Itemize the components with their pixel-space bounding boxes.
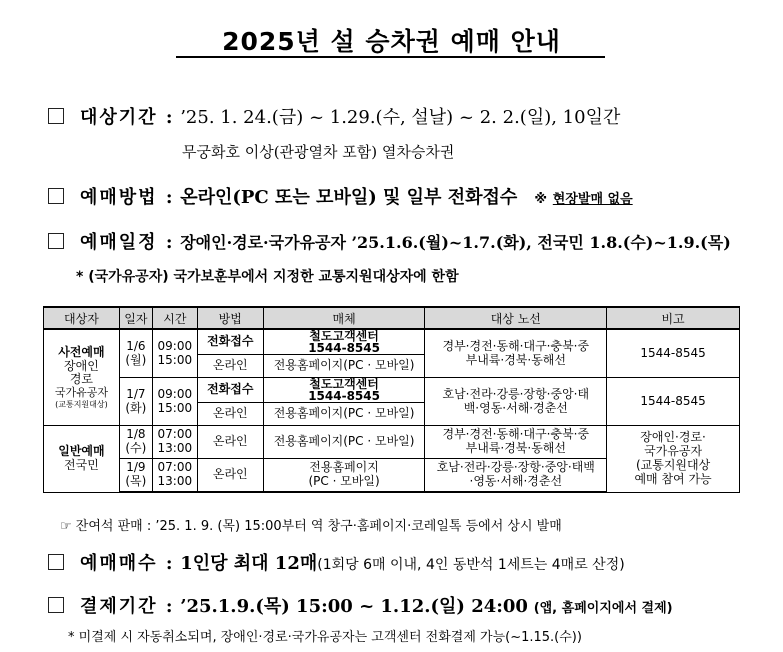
header-media: 매체	[263, 307, 425, 329]
period-label: 대상기간 :	[80, 107, 175, 128]
method-cell: 온라인	[197, 459, 263, 493]
media-text: 1544-8545	[308, 389, 380, 403]
media-text: 전용홈페이지	[309, 460, 379, 475]
date-cell	[119, 378, 152, 426]
time-cell	[152, 459, 197, 493]
period-sub: 무궁화호 이상(관광열차 포함) 열차승차권	[182, 143, 455, 161]
header-method: 방법	[197, 307, 263, 329]
payment-label: 결제기간 :	[80, 596, 175, 617]
route-text: ·영동·서해·경춘선	[469, 474, 563, 488]
count-label: 예매매수 :	[80, 553, 175, 574]
time-text: 15:00	[157, 352, 193, 367]
payment-row	[48, 592, 673, 618]
time-text: 09:00	[157, 386, 193, 401]
period-row	[48, 103, 620, 129]
media-cell	[263, 329, 425, 355]
media-cell	[263, 459, 425, 493]
count-row	[48, 549, 625, 575]
table-row	[44, 426, 740, 459]
date-text: 1/8	[126, 427, 146, 442]
date-text: 1/6	[126, 338, 146, 353]
day-text: (화)	[125, 400, 147, 415]
media-text: (PC · 모바일)	[308, 474, 380, 488]
payment-value: ’25.1.9.(목) 15:00 ~ 1.12.(일) 24:00	[180, 596, 528, 617]
common-note-line: 예매 참여 가능	[634, 471, 712, 486]
time-text: 15:00	[157, 400, 193, 415]
method-label: 예매방법 :	[80, 187, 175, 208]
header-note: 비고	[607, 307, 740, 329]
payment-detail: (앱, 홈페이지에서 결제)	[533, 601, 673, 616]
common-note-line: 장애인·경로·	[640, 430, 706, 445]
schedule-value: 장애인·경로·국가유공자 ’25.1.6.(월)~1.7.(화), 전국민 1.8.(수)~1.9.(목)	[180, 233, 731, 252]
note-cell: 1544-8545	[607, 378, 740, 426]
media-text: 1544-8545	[308, 341, 380, 355]
method-cell: 온라인	[197, 403, 263, 426]
date-text: 1/7	[126, 386, 146, 401]
count-detail: (1회당 6매 이내, 4인 동반석 1세트는 4매로 산정)	[317, 557, 625, 573]
group-advance-tiny: (교통지원대상)	[55, 399, 108, 409]
time-cell	[152, 329, 197, 378]
route-cell	[425, 378, 607, 426]
method-cell: 전화접수	[197, 378, 263, 403]
header-date: 일자	[119, 307, 152, 329]
time-text: 13:00	[157, 474, 193, 488]
media-text: 철도고객센터	[309, 329, 379, 343]
note-cell: 1544-8545	[607, 329, 740, 378]
method-cell: 온라인	[197, 355, 263, 378]
schedule-table	[43, 306, 740, 493]
time-text: 13:00	[157, 441, 193, 455]
group-general	[44, 426, 120, 493]
bullet-box-icon	[48, 188, 64, 204]
media-cell: 전용홈페이지(PC · 모바일)	[263, 355, 425, 378]
header-target: 대상자	[44, 307, 120, 329]
group-advance-line: 국가유공자	[54, 386, 108, 400]
method-note: 현장발매 없음	[552, 192, 633, 207]
method-value: 온라인(PC 또는 모바일) 및 일부 전화접수	[180, 187, 518, 208]
header-time: 시간	[152, 307, 197, 329]
method-cell: 전화접수	[197, 329, 263, 355]
media-text: 철도고객센터	[309, 377, 379, 391]
route-text: 호남·전라·강릉·장항·중앙·태	[442, 386, 590, 401]
group-advance	[44, 329, 120, 426]
payment-note: * 미결제 시 자동취소되며, 장애인·경로·국가유공자는 고객센터 전화결제 가능(~1.15.(수))	[68, 630, 582, 645]
group-general-title: 일반예매	[58, 443, 105, 458]
day-text: (월)	[125, 352, 147, 367]
schedule-row	[48, 228, 731, 254]
day-text: (목)	[125, 474, 147, 488]
common-note-line: (교통지원대상	[635, 457, 711, 472]
time-text: 07:00	[157, 427, 193, 442]
group-general-line: 전국민	[64, 457, 99, 472]
common-note-cell	[607, 426, 740, 493]
common-note-line: 국가유공자	[644, 443, 703, 458]
date-cell	[119, 459, 152, 493]
date-text: 1/9	[126, 460, 146, 475]
route-cell	[425, 426, 607, 459]
date-cell	[119, 329, 152, 378]
time-cell	[152, 378, 197, 426]
page-title: 2025년 설 승차권 예매 안내	[222, 27, 561, 56]
method-cell: 온라인	[197, 426, 263, 459]
media-cell	[263, 378, 425, 403]
group-advance-line: 경로	[69, 372, 94, 387]
table-header-row	[44, 307, 740, 329]
time-cell	[152, 426, 197, 459]
group-advance-title: 사전예매	[58, 344, 105, 359]
route-text: 부내륙·경북·동해선	[465, 352, 566, 367]
period-value: ’25. 1. 24.(금) ~ 1.29.(수, 설날) ~ 2. 2.(일), 10일간	[180, 107, 621, 128]
method-row	[48, 183, 633, 209]
bullet-box-icon	[48, 108, 64, 124]
bullet-box-icon	[48, 233, 64, 249]
time-text: 07:00	[157, 460, 193, 475]
group-advance-line: 장애인	[64, 358, 99, 373]
day-text: (수)	[125, 441, 147, 455]
route-text: 경부·경전·동해·대구·충북·중	[442, 427, 590, 442]
title-underline	[176, 56, 605, 58]
schedule-label: 예매일정 :	[80, 232, 175, 253]
table-row	[44, 329, 740, 355]
media-cell: 전용홈페이지(PC · 모바일)	[263, 403, 425, 426]
route-cell	[425, 459, 607, 493]
count-value: 1인당 최대 12매	[180, 553, 318, 574]
route-text: 백·영동·서해·경춘선	[463, 400, 568, 415]
route-text: 호남·전라·강릉·장항·중앙·태백	[436, 460, 595, 475]
table-row	[44, 378, 740, 403]
method-note-mark: ※	[534, 192, 548, 207]
route-cell	[425, 329, 607, 378]
media-cell: 전용홈페이지(PC · 모바일)	[263, 426, 425, 459]
time-text: 09:00	[157, 338, 193, 353]
bullet-box-icon	[48, 597, 64, 613]
date-cell	[119, 426, 152, 459]
remaining-seats-remark: ☞ 잔여석 판매 : ’25. 1. 9. (목) 15:00부터 역 창구·홈페이지·코레일톡 등에서 상시 발매	[60, 519, 562, 534]
header-route: 대상 노선	[425, 307, 607, 329]
route-text: 부내륙·경북·동해선	[465, 441, 566, 455]
bullet-box-icon	[48, 554, 64, 570]
route-text: 경부·경전·동해·대구·충북·중	[442, 338, 590, 353]
schedule-note: * (국가유공자) 국가보훈부에서 지정한 교통지원대상자에 한함	[76, 269, 459, 285]
